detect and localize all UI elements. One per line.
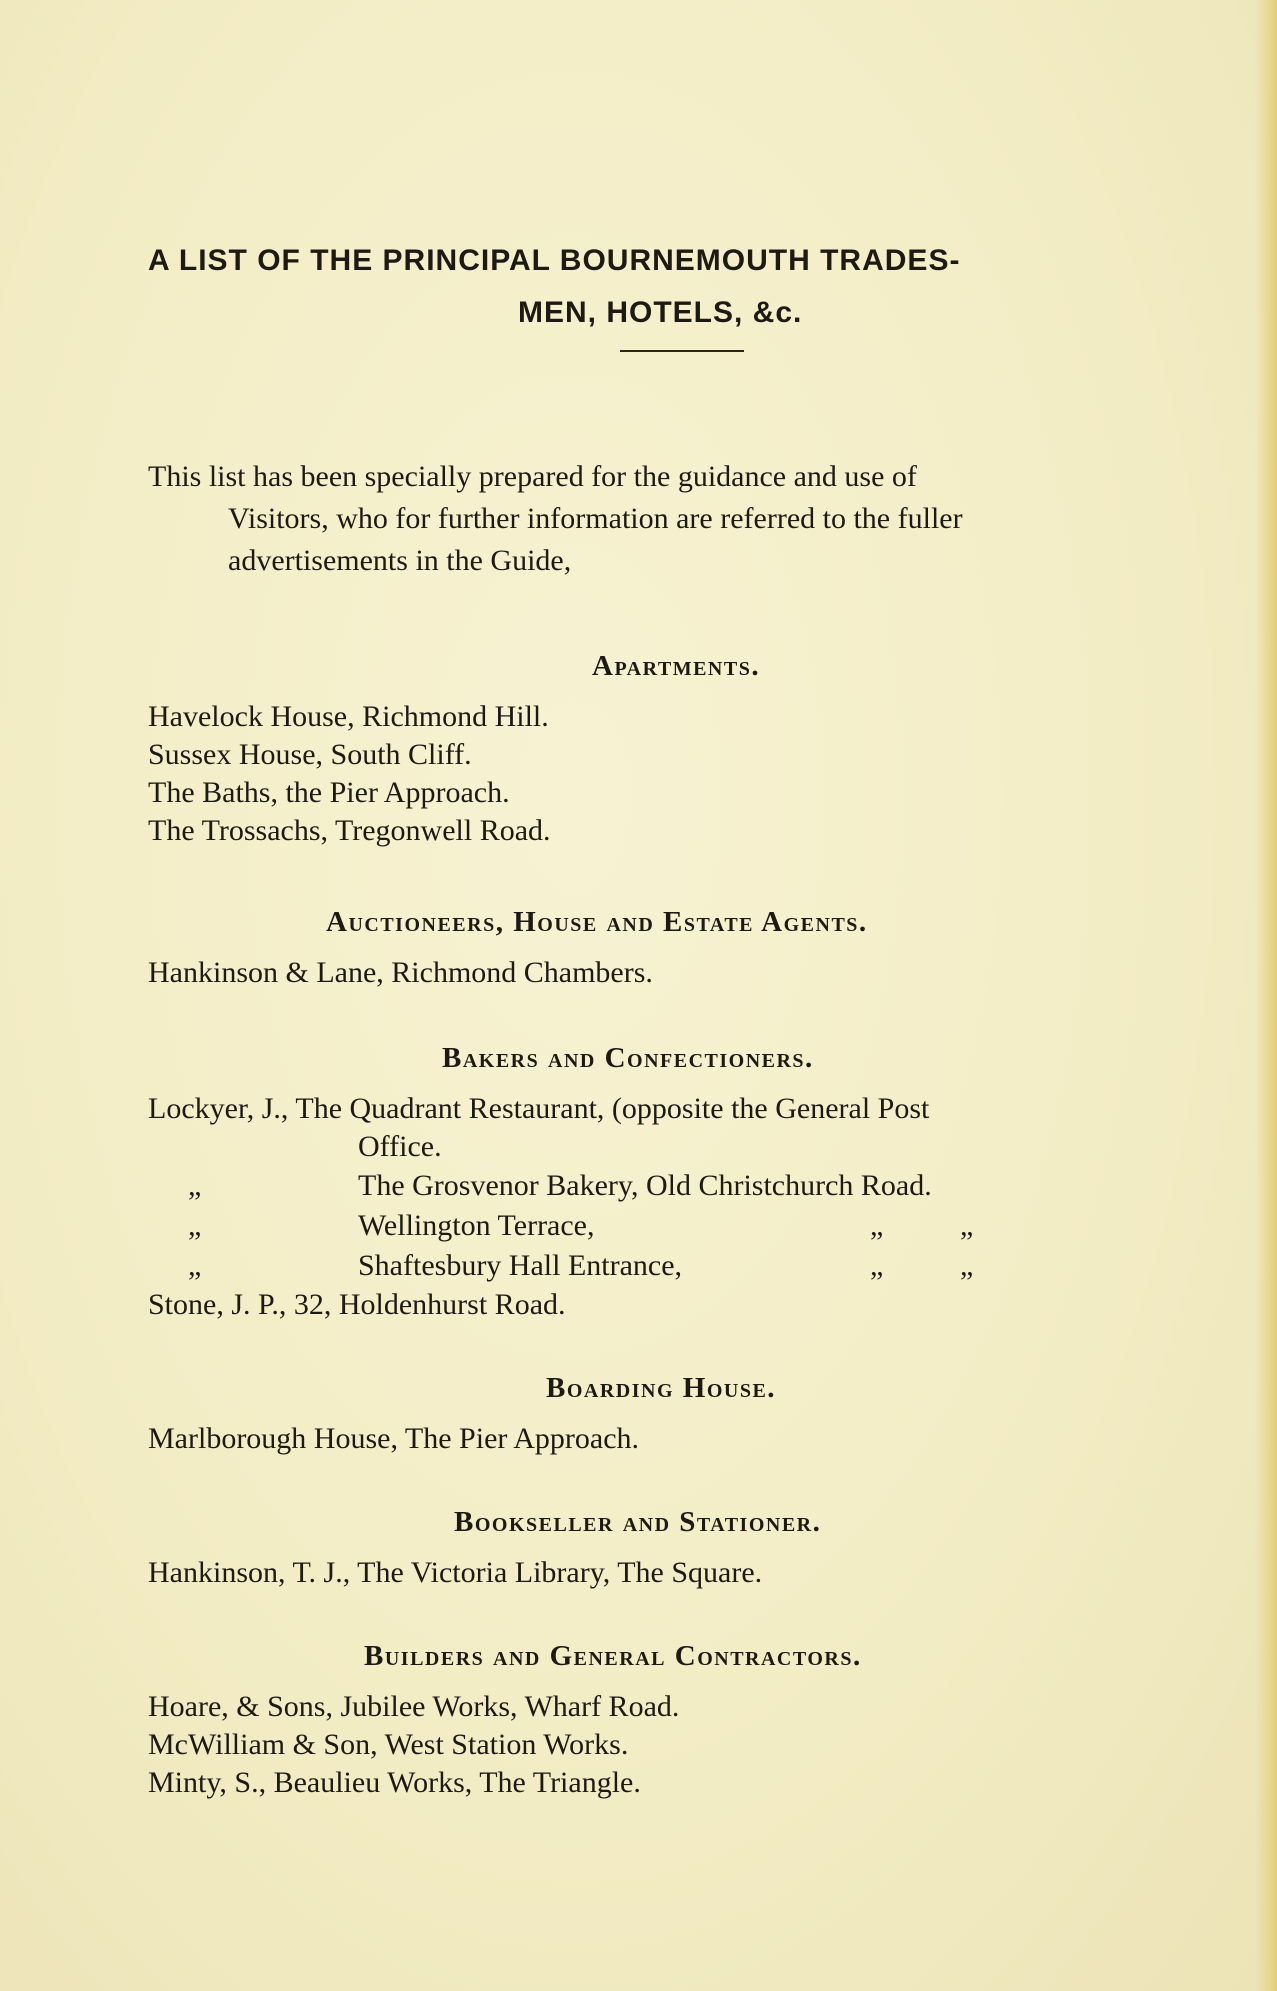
list-item: Hankinson & Lane, Richmond Chambers. xyxy=(148,956,653,989)
list-item: Stone, J. P., 32, Holdenhurst Road. xyxy=(148,1288,566,1321)
entry-line-1: Lockyer, J., The Quadrant Restaurant, (opposite the General Post xyxy=(148,1092,930,1125)
intro-line-1: This list has been specially prepared for the guidance and use of xyxy=(148,460,917,493)
ditto-text: Shaftesbury Hall Entrance, xyxy=(358,1249,683,1282)
list-item xyxy=(148,1090,1248,1166)
page-edge xyxy=(1255,0,1277,1991)
list-item: The Baths, the Pier Approach. xyxy=(148,776,510,809)
ditto-row xyxy=(148,1246,1248,1286)
ditto-row xyxy=(148,1206,1248,1246)
title-divider xyxy=(620,350,744,352)
list-item: Hoare, & Sons, Jubilee Works, Wharf Road. xyxy=(148,1690,680,1723)
ditto-text: The Grosvenor Bakery, Old Christchurch Road. xyxy=(358,1169,932,1202)
section-heading: Bakers and Confectioners. xyxy=(442,1042,814,1074)
ditto-text: Wellington Terrace, xyxy=(358,1209,595,1242)
ditto-row xyxy=(148,1166,1248,1206)
section-auctioneers xyxy=(148,902,1248,992)
title-line-1: A LIST OF THE PRINCIPAL BOURNEMOUTH TRADES- xyxy=(148,244,961,277)
section-heading: Bookseller and Stationer. xyxy=(454,1506,822,1538)
intro-line-3: advertisements in the Guide, xyxy=(228,544,572,577)
section-boarding-house xyxy=(148,1368,1248,1458)
document-page xyxy=(148,238,1248,1799)
list-item: The Trossachs, Tregonwell Road. xyxy=(148,814,551,847)
ditto-mark: „ xyxy=(188,1249,202,1282)
section-bookseller xyxy=(148,1502,1248,1592)
list-item: Marlborough House, The Pier Approach. xyxy=(148,1422,640,1455)
ditto-mark: „ xyxy=(188,1169,202,1202)
section-heading: Auctioneers, House and Estate Agents. xyxy=(326,906,868,938)
ditto-mark: „ xyxy=(870,1249,884,1282)
entry-line-2: Office. xyxy=(358,1130,442,1163)
list-item: Sussex House, South Cliff. xyxy=(148,738,472,771)
list-item: Havelock House, Richmond Hill. xyxy=(148,700,549,733)
intro-line-2: Visitors, who for further information are referred to the fuller xyxy=(228,502,963,535)
section-bakers xyxy=(148,1038,1248,1324)
ditto-mark: „ xyxy=(960,1249,974,1282)
section-heading: Builders and General Contractors. xyxy=(364,1640,862,1672)
ditto-mark: „ xyxy=(188,1209,202,1242)
intro-paragraph xyxy=(148,456,1248,582)
list-item: Hankinson, T. J., The Victoria Library, The Square. xyxy=(148,1556,763,1589)
ditto-mark: „ xyxy=(870,1209,884,1242)
section-builders xyxy=(148,1636,1248,1802)
list-item: Minty, S., Beaulieu Works, The Triangle. xyxy=(148,1766,641,1799)
page-title xyxy=(148,238,1248,336)
section-heading: Apartments. xyxy=(592,650,761,682)
section-heading: Boarding House. xyxy=(546,1372,777,1404)
ditto-mark: „ xyxy=(960,1209,974,1242)
section-apartments xyxy=(148,646,1248,850)
title-line-2: MEN, HOTELS, &c. xyxy=(518,296,803,329)
list-item: McWilliam & Son, West Station Works. xyxy=(148,1728,629,1761)
